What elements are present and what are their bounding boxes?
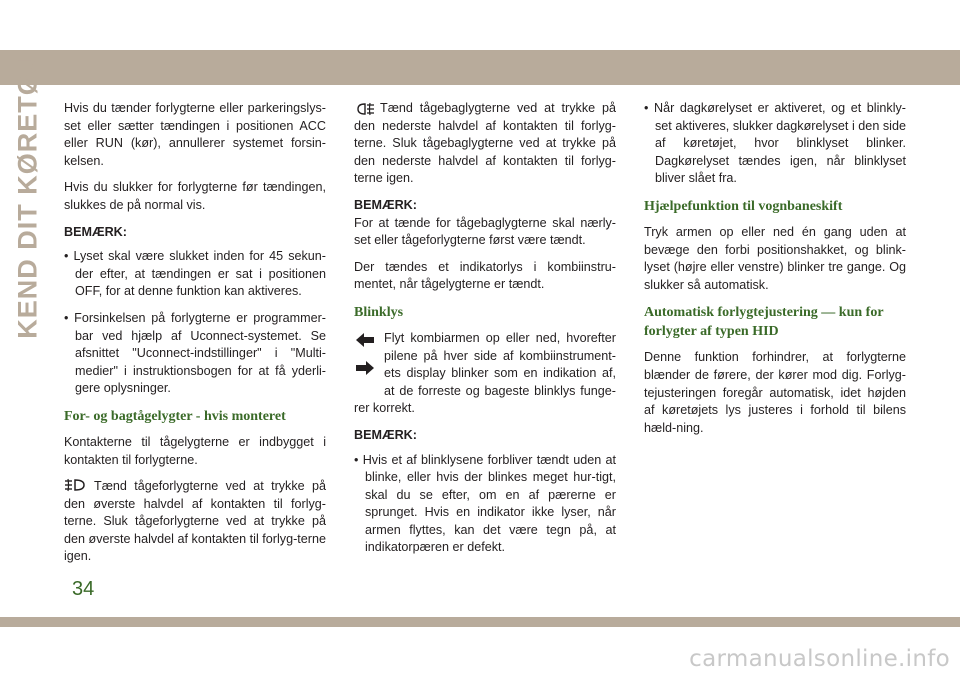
section-heading-auto-leveling: Automatisk forlygtejustering — kun for forlygter af typen HID <box>644 305 884 340</box>
side-tab-label: KEND DIT KØRETØJ <box>12 57 43 339</box>
footer-bar <box>0 617 960 627</box>
paragraph: For at tænde for tågebaglygterne skal nærly-set eller tågeforlygterne først være tændt. <box>354 215 616 248</box>
column-3 <box>644 100 906 446</box>
note-label: BEMÆRK: <box>354 427 417 442</box>
paragraph: Kontakterne til tågelygterne er indbygget i kontakten til forlygterne. <box>64 434 326 467</box>
bullet-item: • Forsinkelsen på forlygterne er programmer-bar ved hjælp af Uconnect-systemet. Se afsnittet "Uconnect-indstillinger" i "Multi-medier" i instruktionsbogen for at få yderli-gere oplysninger. <box>64 310 326 396</box>
paragraph: Tryk armen op eller ned én gang uden at bevæge den forbi positionshakket, og blink-lyset (højre eller venstre) blinker tre gange. Og slukker så automatisk. <box>644 224 906 292</box>
bullet-item: • Hvis et af blinklysene forbliver tændt uden at blinke, eller hvis der blinkes meget hur-tigt, skal du se efter, om en af pærerne er sprunget. Hvis en indikator ikke lyser, når armen flyttes, kan det være tegn på, at indikatorpæren er defekt. <box>354 452 616 555</box>
bullet-item: • Når dagkørelyset er aktiveret, og et blinkly-set aktiveres, slukker dagkørelyset i den side af køretøjet, hvor blinklyset blinker. Dagkørelyset tændes igen, når blinklyset bliver slået fra. <box>644 101 906 186</box>
section-heading-fog-lights: For- og bagtågelygter - hvis monteret <box>64 408 286 424</box>
note-label: BEMÆRK: <box>354 197 417 212</box>
page-number: 34 <box>72 578 95 600</box>
top-margin <box>0 0 960 50</box>
paragraph: Hvis du slukker for forlygterne før tændingen, slukkes de på normal vis. <box>64 180 326 212</box>
paragraph: Tænd tågeforlygterne ved at trykke på den øverste halvdel af kontakten til forlyg-terne. Sluk tågeforlygterne ved at trykke på den øverste halvdel af kontakten til forlyg-terne igen. <box>64 479 326 564</box>
column-1 <box>64 100 326 575</box>
header-bar <box>0 50 960 85</box>
note-label: BEMÆRK: <box>64 224 127 239</box>
side-tab <box>6 57 50 339</box>
paragraph: Denne funktion forhindrer, at forlygterne blænder de førere, der kører mod dig. Forlyg-tejusteringen foregår automatisk, idet højden af køretøjets lys justeres i forhold til bilens hæld-ning. <box>644 350 906 435</box>
paragraph: Hvis du tænder forlygterne eller parkeringslys-set eller sætter tændingen i positionen ACC eller RUN (kør), annullerer systemet forsin-kelsen. <box>64 101 326 168</box>
paragraph: Der tændes et indikatorlys i kombiinstru-mentet, når tågelygterne er tændt. <box>354 259 616 292</box>
column-2 <box>354 100 616 566</box>
bullet-item: • Lyset skal være slukket inden for 45 sekun-der efter, at tændingen er sat i positionen OFF, for at denne funktion kan aktiveres. <box>64 249 326 299</box>
section-heading-turn-signals: Blinklys <box>354 304 404 320</box>
paragraph: Tænd tågebaglygterne ved at trykke på den nederste halvdel af kontakten til forlyg-terne. Sluk tågebaglygterne ved at trykke på den nederste halvdel af kontakten til forlyg-terne igen. <box>354 101 616 186</box>
section-heading-lane-change: Hjælpefunktion til vognbaneskift <box>644 198 843 214</box>
turn-signal-arrows-icon <box>354 332 380 392</box>
paragraph: Flyt kombiarmen op eller ned, hvorefter pilene på hver side af kombiinstrument-ets display blinker som en indikation af, at de forreste og bageste blinklys funge-rer korrekt. <box>354 330 616 416</box>
watermark: carmanualsonline.info <box>689 646 950 672</box>
